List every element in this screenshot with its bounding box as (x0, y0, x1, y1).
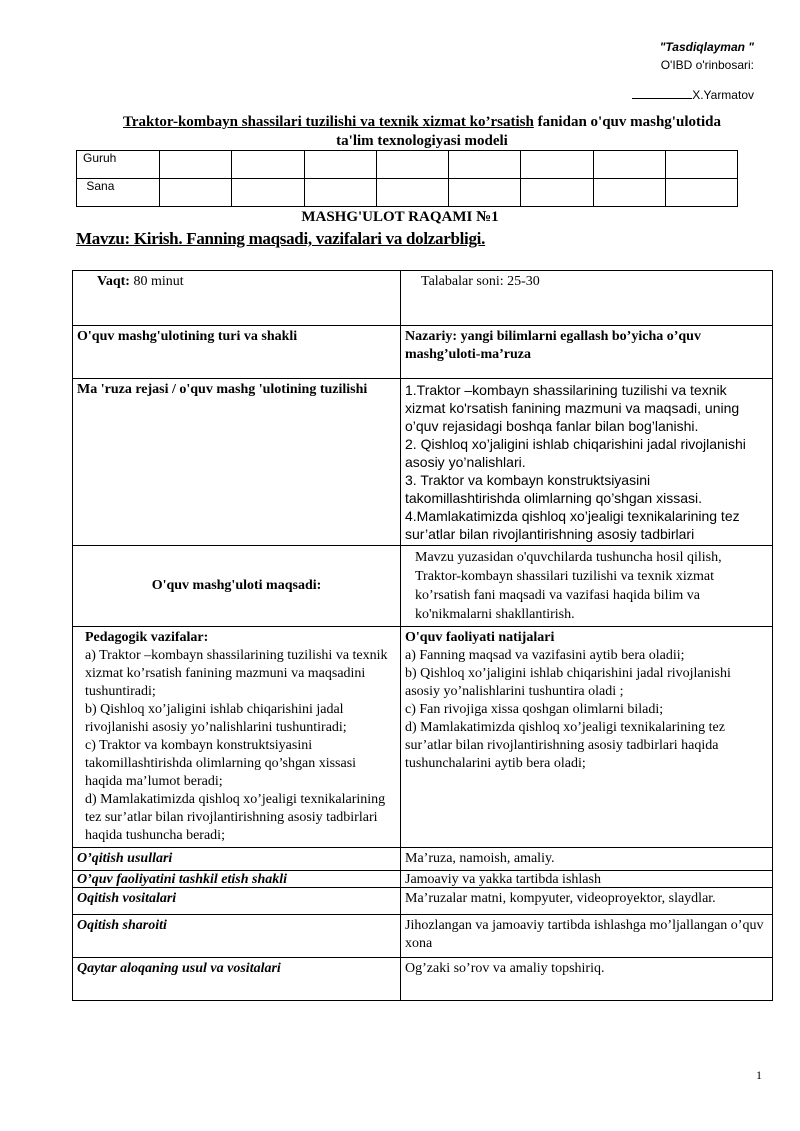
approval-title: "Tasdiqlayman " (659, 40, 754, 54)
feedback-row (73, 958, 773, 1001)
goal-value: Mavzu yuzasidan o'quvchilarda tushuncha hosil qilish, Traktor-kombayn shassilari tuzilishi va texnik xizmat ko’rsatish fani maqsadi va vazifasi haqida bilim va ko'nikmalarni shakllantirish. (401, 546, 773, 627)
result-item: a) Fanning maqsad va vazifasini aytib bera oladii; (405, 648, 685, 663)
date-row (77, 179, 738, 207)
group-label: Guruh (77, 151, 160, 179)
group-cell (304, 151, 376, 179)
type-value: Nazariy: yangi bilimlarni egallash bo’yicha o’quv mashg’uloti-ma’ruza (401, 326, 773, 379)
group-cell (593, 151, 665, 179)
date-cell (160, 179, 232, 207)
approval-signature (632, 86, 754, 104)
organization-value: Jamoaviy va yakka tartibda ishlash (401, 871, 773, 888)
title-subject: Traktor-kombayn shassilari tuzilishi va texnik xizmat ko’rsatish (122, 114, 534, 130)
plan-item: 3. Traktor va kombayn konstruktsiyasini takomillashtirishda olimlarning qo’shgan xissasi. (405, 472, 702, 506)
feedback-label: Qaytar aloqaning usul va vositalari (73, 958, 401, 1001)
group-cell (160, 151, 232, 179)
feedback-value: Og’zaki so’rov va amaliy topshiriq. (401, 958, 773, 1001)
tasks-row (73, 627, 773, 848)
plan-list (401, 379, 773, 546)
tools-value: Ma’ruzalar matni, kompyuter, videoproyektor, slaydlar. (401, 888, 773, 915)
time-value: 80 minut (133, 274, 184, 289)
goal-row (73, 546, 773, 627)
lesson-model-table (72, 270, 773, 1001)
conditions-label: Oqitish sharoiti (73, 915, 401, 958)
document-title (76, 113, 768, 151)
lesson-number: MASHG'ULOT RAQAMI №1 (301, 209, 499, 225)
title-rest: fanidan o'quv mashg'ulotida (537, 114, 721, 130)
results-title: O'quv faoliyati natijalari (405, 630, 555, 645)
methods-value: Ma’ruza, namoish, amaliy. (401, 848, 773, 871)
page-number: 1 (756, 1068, 762, 1082)
date-cell (665, 179, 737, 207)
title-line2: ta'lim texnologiyasi modeli (336, 133, 508, 149)
pedagogical-tasks (73, 627, 401, 848)
methods-row (73, 848, 773, 871)
organization-row (73, 871, 773, 888)
approval-block (632, 38, 754, 104)
ped-item: c) Traktor va kombayn konstruktsiyasini takomillashtirishda olimlarning qo’shgan xissasi haqida ma’lumot beradi; (85, 738, 357, 789)
lesson-topic: Mavzu: Kirish. Fanning maqsadi, vazifalari va dolzarbligi. (76, 229, 486, 248)
group-cell (376, 151, 448, 179)
ped-title: Pedagogik vazifalar: (85, 630, 209, 645)
learning-results (401, 627, 773, 848)
conditions-row (73, 915, 773, 958)
date-cell (521, 179, 593, 207)
plan-item: 1.Traktor –kombayn shassilarining tuzilishi va texnik xizmat ko'rsatish fanining mazmuni va maqsadi, uning o’quv rejasidagi boshqa fanlar bilan bog’lanishi. (405, 382, 740, 434)
ped-item: b) Qishloq xo’jaligini ishlab chiqarishini jadal rivojlanishi asosiy yo’nalishlarini tushuntiradi; (85, 702, 347, 735)
date-cell (449, 179, 521, 207)
group-date-table (76, 150, 738, 207)
group-cell (232, 151, 304, 179)
approval-signer: X.Yarmatov (692, 88, 754, 102)
time-cell (73, 271, 401, 326)
time-label: Vaqt: (97, 274, 130, 289)
students-cell: Talabalar soni: 25-30 (401, 271, 773, 326)
organization-label: O’quv faoliyatini tashkil etish shakli (73, 871, 401, 888)
time-row (73, 271, 773, 326)
group-cell (449, 151, 521, 179)
result-item: b) Qishloq xo’jaligini ishlab chiqarishini jadal rivojlanishi asosiy yo’nalishlarini tushuntira oladi ; (405, 666, 731, 699)
signature-line (632, 98, 692, 99)
ped-item: a) Traktor –kombayn shassilarining tuzilishi va texnik xizmat ko’rsatish fanining mazmuni va maqsadini tushuntiradi; (85, 648, 388, 699)
type-row (73, 326, 773, 379)
date-cell (304, 179, 376, 207)
methods-label: O’qitish usullari (73, 848, 401, 871)
result-item: d) Mamlakatimizda qishloq xo’jealigi texnikalarining tez sur’atlar bilan rivojlantirishning asosiy tadbirlari haqida tushunchalarini aytib bera oladi; (405, 720, 725, 771)
goal-label: O'quv mashg'uloti maqsadi: (73, 546, 401, 627)
group-cell (665, 151, 737, 179)
type-label: O'quv mashg'ulotining turi va shakli (73, 326, 401, 379)
result-item: c) Fan rivojiga xissa qoshgan olimlarni biladi; (405, 702, 664, 717)
plan-row (73, 379, 773, 546)
plan-label: Ma 'ruza rejasi / o'quv mashg 'ulotining tuzilishi (73, 379, 401, 546)
date-cell (376, 179, 448, 207)
date-cell (593, 179, 665, 207)
group-cell (521, 151, 593, 179)
plan-item: 4.Mamlakatimizda qishloq xo’jealigi texnikalarining tez sur’atlar bilan rivojlantirishning asosiy tadbirlari (405, 508, 740, 542)
tools-label: Oqitish vositalari (73, 888, 401, 915)
date-cell (232, 179, 304, 207)
date-label: Sana (77, 179, 160, 207)
approval-position: O'IBD o'rinbosari: (660, 58, 754, 72)
group-row (77, 151, 738, 179)
plan-item: 2. Qishloq xo’jaligini ishlab chiqarishini jadal rivojlanishi asosiy yo’nalishlari. (405, 436, 746, 470)
conditions-value: Jihozlangan va jamoaviy tartibda ishlashga mo’ljallangan o’quv xona (401, 915, 773, 958)
tools-row (73, 888, 773, 915)
ped-item: d) Mamlakatimizda qishloq xo’jealigi texnikalarining tez sur’atlar bilan rivojlantirishning asosiy tadbirlari haqida tushuncha beradi; (85, 792, 386, 843)
